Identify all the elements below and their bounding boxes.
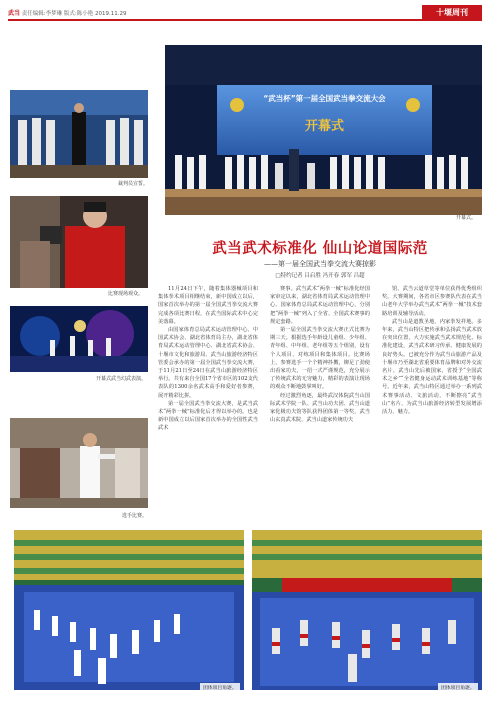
article-title: 武当武术标准化 仙山论道国际范 bbox=[212, 240, 428, 257]
caption-show: 开幕式武当幻武表演。 bbox=[96, 376, 147, 382]
article-subtitle: ——第一届全国武当拳交流大赛掠影 bbox=[264, 260, 376, 268]
article-column-1 bbox=[158, 285, 258, 525]
paragraph: 11月24日下午，随着集体器械项目和集体拳术项目相继结束，新中国成立以后，国家首次举办的第一届全国武当拳交流大赛完成各项比赛日程，在武当国际武术中心完美落幕。 bbox=[158, 286, 258, 325]
paragraph: 第一届全国武当拳交流大赛，是武当武术“两拳一械”标准化后才得以举办的。也是新中国成立以后国家首次举办的全国性武当武术 bbox=[158, 400, 258, 432]
paragraph: 馆、武当云道草堂等单位获得优秀组织奖。大赛期间，各省市区参赛队代表在武当山老年大学举办武当武术“两拳一械”技术套路培训及辅导活动。 bbox=[382, 286, 482, 317]
article-column-3 bbox=[382, 285, 482, 525]
caption-opening: 开幕式。 bbox=[456, 215, 477, 221]
photo-opening-ceremony bbox=[165, 45, 482, 215]
photo-team-event-1 bbox=[14, 530, 244, 690]
paragraph: 赛事。武当武术“两拳一械”标准化经国家审定以来，湖北省体育局武术运动管理中心、国家体育总局武术运动管理中心，分别把“两拳一械”列入了全省、全国武术赛事的规定套路。 bbox=[270, 286, 370, 325]
caption-team-2: 团体项目角逐。 bbox=[438, 683, 478, 692]
paragraph: 经过激烈角逐，最终武汉体院武当山国际武术学院一队、武当山功夫团、武当山道家化极功夫馆等队获得团体第一等奖，武当山玄真武术院、武当山道家传统功夫 bbox=[270, 392, 370, 424]
photo-team-event-2 bbox=[252, 530, 482, 690]
caption-audience: 比赛现场观众。 bbox=[108, 291, 144, 297]
paragraph: 由国家体育总局武术运动管理中心、中国武术协会、湖北省体育局主办，湖北省体育局武术运动管理中心、湖北省武术协会、十堰市文化和旅游局、武当山旅游经济特区管委会承办的第一届全国武当拳交流大赛，于11月21日至24日在武当山旅游经济特区举行。共有来自全国17个省市区的102支代表队的1300余名武术高手和爱好者参赛，展开精彩比拼。 bbox=[158, 327, 258, 399]
photo-magic-show bbox=[10, 306, 148, 372]
header-rule bbox=[8, 19, 482, 21]
editor-line: 责任编辑:李梦琳 版式:陈小艳 2019.11.29 bbox=[21, 11, 127, 17]
section-label: 武当 bbox=[8, 10, 21, 17]
photo-audience bbox=[10, 196, 148, 288]
banner-subtitle: 开幕式 bbox=[304, 119, 344, 134]
article-byline: □特约记者 吕启胜 冯开春 郭军 吕超 bbox=[275, 273, 365, 279]
caption-competitor: 选手比赛。 bbox=[122, 513, 148, 519]
caption-team-1: 团体项目角逐。 bbox=[200, 683, 240, 692]
caption-referee: 裁判员宣誓。 bbox=[118, 181, 149, 187]
paragraph: 武当山是道教圣地、内家拳发祥地。多年来，武当山特区把传承和弘扬武当武术放在突出位置，大力实施武当武术规范化、标准化建设，武当武术研习传承、健康发展的良好势头。已被充分作为武当山旅游产品及十堰市乃至湖北省重要体育品牌和对外交流名片。武当山先后被国家、省授予“全国武术之乡”“全省健身运动武术训练基地”等称号。近年来，武当山特区通过举办一系列武术赛事活动、文旅活动，不断擦亮“武当山”名片，为武当山旅游经济转型发展增添活力、魅力。 bbox=[382, 318, 482, 416]
article-column-2 bbox=[270, 285, 370, 525]
paragraph: 第一届全国武当拳交流大赛正式比赛为期三天。根据选手年龄设儿童组、少年组、青年组、中年组、老年组等五个组别，设有个人项目、对练项目和集体项目。比赛场上，参赛选手一个个精神抖擞，铆足了劲使出看家功夫，一招一式严谨规范，充分展示了传统武术的无穷魅力，精彩的表演让现场的观众不断地鼓掌叫好。 bbox=[270, 327, 370, 391]
publication-logo: 十堰周刊 bbox=[422, 5, 482, 19]
banner-title: “武当杯”第一届全国武当拳交流大会 bbox=[263, 94, 386, 103]
photo-referee-oath bbox=[10, 90, 148, 178]
photo-competitor bbox=[10, 418, 148, 508]
header-info bbox=[8, 8, 126, 17]
